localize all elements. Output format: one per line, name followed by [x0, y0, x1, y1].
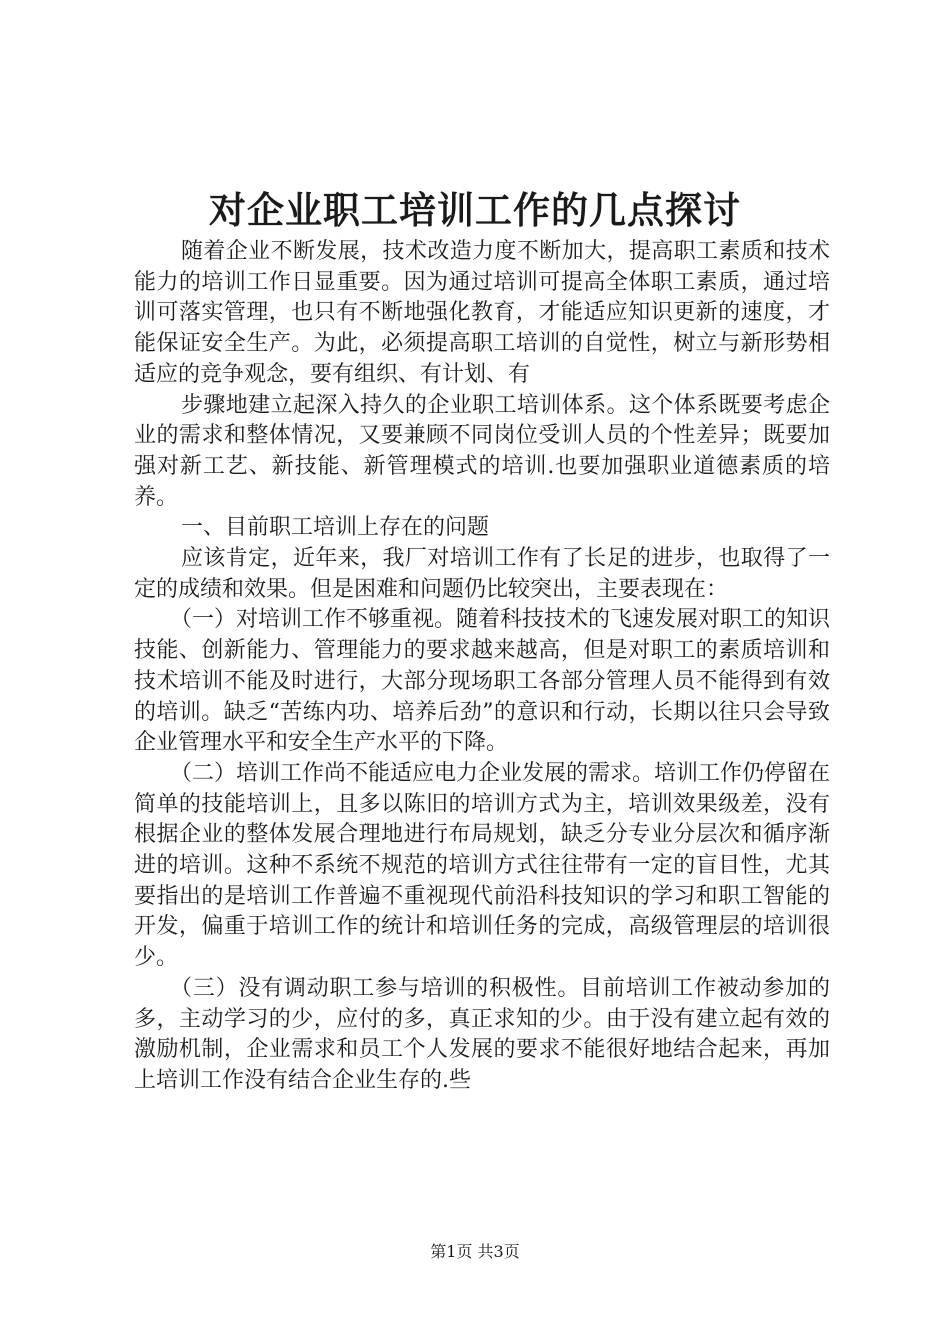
document-title: 对企业职工培训工作的几点探讨 — [209, 188, 741, 232]
paragraph-intro: 随着企业不断发展，技术改造力度不断加大，提高职工素质和技术能力的培训工作日显重要。因为通过培训可提高全体职工素质，通过培训可落实管理，也只有不断地强化教育，才能适应知识更新的速度，才能保证安全生产。为此，必须提高职工培训的自觉性，树立与新形势相适应的竞争观念，要有组织、有计划、有 — [134, 239, 830, 387]
page-footer: 第1页 共3页 — [430, 1242, 520, 1261]
document-body — [134, 237, 830, 1097]
paragraph-point-3: （三）没有调动职工参与培训的积极性。目前培训工作被动参加的多，主动学习的少，应付的多，真正求知的少。由于没有建立起有效的激励机制，企业需求和员工个人发展的要求不能很好地结合起来，再加上培训工作没有结合企业生存的.些 — [134, 975, 830, 1093]
paragraph-point-2: （二）培训工作尚不能适应电力企业发展的需求。培训工作仍停留在简单的技能培训上，且多以陈旧的培训方式为主，培训效果级差，没有根据企业的整体发展合理地进行布局规划，缺乏分专业分层次和循序渐进的培训。这种不系统不规范的培训方式往往带有一定的盲目性，尤其要指出的是培训工作普遍不重视现代前沿科技知识的学习和职工智能的开发，偏重于培训工作的统计和培训任务的完成，高级管理层的培训很少。 — [134, 760, 831, 971]
paragraph-system: 步骤地建立起深入持久的企业职工培训体系。这个体系既要考虑企业的需求和整体情况，又要兼顾不同岗位受训人员的个性差异；既要加强对新工艺、新技能、新管理模式的培训.也要加强职业道德素质的培养。 — [134, 392, 830, 510]
paragraph-overview: 应该肯定，近年来，我厂对培训工作有了长足的进步，也取得了一定的成绩和效果。但是困难和问题仍比较突出，主要表现在： — [134, 546, 830, 602]
section-heading: 一、目前职工培训上存在的问题 — [181, 515, 490, 541]
paragraph-point-1: （一）对培训工作不够重视。随着科技技术的飞速发展对职工的知识技能、创新能力、管理能力的要求越来越高，但是对职工的素质培训和技术培训不能及时进行，大部分现场职工各部分管理人员不能得到有效的培训。缺乏“苦练内功、培养后劲”的意识和行动，长期以往只会导致企业管理水平和安全生产水平的下降。 — [134, 607, 831, 756]
